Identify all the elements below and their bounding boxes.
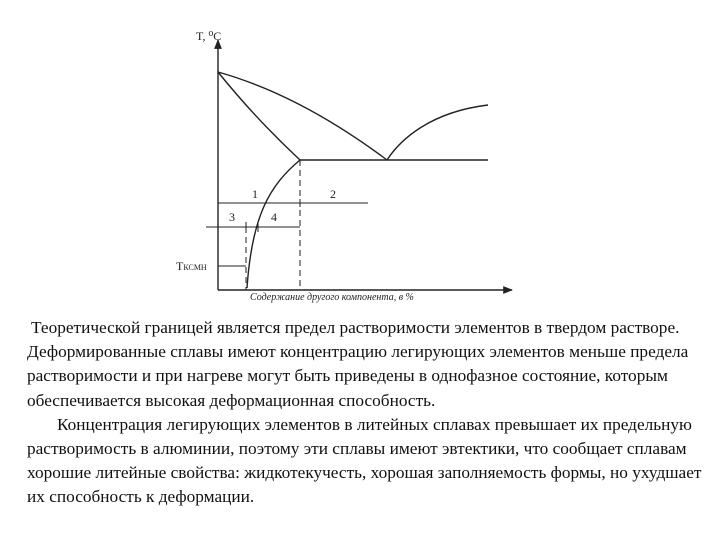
x-axis-label: Содержание другого компонента, в % (250, 292, 414, 303)
paragraph-1: Теоретической границей является предел растворимости элементов в твердом растворе. Деформированные сплавы имеют концентрацию легирующих элементов меньше предела растворимости и при нагреве могут быть приведены в однофазное состояние, которым обеспечивается высокая деформационная способность. (27, 318, 689, 410)
region-4-label: 4 (271, 210, 277, 224)
t-ksmn-label: TКСМН (176, 259, 207, 273)
region-3-label: 3 (229, 210, 235, 224)
paragraph-2: Концентрация легирующих элементов в литейных сплавах превышает их предельную растворимость в алюминии, поэтому эти сплавы имеют эвтектики, что сообщает сплавам хорошие литейные свойства: жидкотекучесть, хорошая заполняемость формы, но ухудшает их способность к деформации. (27, 414, 702, 507)
region-2-label: 2 (330, 187, 336, 201)
region-1-label: 1 (252, 187, 258, 201)
text-block (27, 316, 717, 510)
solidus-curve (218, 72, 300, 160)
liquidus-curve-left (218, 72, 387, 160)
solvus-curve (247, 160, 300, 288)
y-axis-label: T, ⁰C (196, 29, 222, 43)
liquidus-curve-right (387, 105, 488, 160)
